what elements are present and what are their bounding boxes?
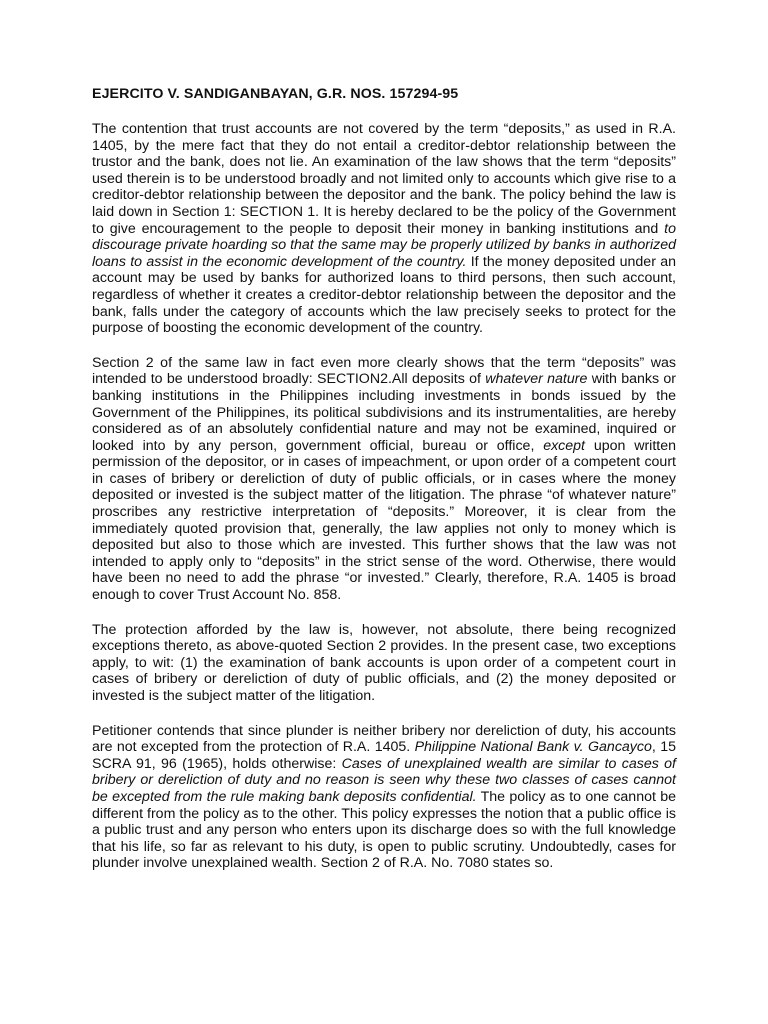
paragraph-4 [92, 723, 676, 872]
paragraph-2-segment-1: Section 2 of the same law in fact even more clearly shows that the term “deposits” was intended to be understood broadly: SECTION2.All deposits of [92, 354, 676, 388]
paragraph-4-segment-1: Petitioner contends that since plunder is neither bribery nor dereliction of duty, his accounts are not excepted from the protection of R.A. 1405. [92, 722, 676, 756]
paragraph-1 [92, 121, 676, 337]
paragraph-1-segment-2-italic: to discourage private hoarding so that the same may be properly utilized by banks in authorized loans to assist in the economic development of the country. [92, 220, 676, 270]
paragraph-1-segment-3: If the money deposited under an account may be used by banks for authorized loans to third persons, then such account, regardless of whether it creates a creditor-debtor relationship between the depositor and the bank, falls under the category of accounts which the law precisely seeks to protect for the purpose of boosting the economic development of the country. [92, 253, 676, 337]
paragraph-2-segment-5: upon written permission of the depositor, or in cases of impeachment, or upon order of a competent court in cases of bribery or dereliction of duty of public officials, or in cases where the money deposited or invested is the subject matter of the litigation. The phrase “of whatever nature” proscribes any restrictive interpretation of “deposits.” Moreover, it is clear from the immediately quoted provision that, generally, the law applies not only to money which is deposited but also to those which are invested. This further shows that the law was not intended to apply only to “deposits” in the strict sense of the word. Otherwise, there would have been no need to add the phrase “or invested.” Clearly, therefore, R.A. 1405 is broad enough to cover Trust Account No. 858. [92, 437, 676, 604]
paragraph-4-segment-4-italic: Cases of unexplained wealth are similar to cases of bribery or dereliction of duty and no reason is seen why these two classes of cases cannot be excepted from the rule making bank deposits confidential. [92, 755, 676, 805]
paragraph-3 [92, 622, 676, 705]
paragraph-3-segment-1: The protection afforded by the law is, however, not absolute, there being recognized exceptions thereto, as above-quoted Section 2 provides. In the present case, two exceptions apply, to wit: (1) the examination of bank accounts is upon order of a competent court in cases of bribery or dereliction of duty of public officials, and (2) the money deposited or invested is the subject matter of the litigation. [92, 621, 676, 704]
paragraph-2-segment-2-italic: whatever nature [485, 371, 588, 388]
paragraph-4-segment-2-italic: Philippine National Bank v. Gancayco [414, 739, 652, 756]
paragraph-4-segment-3: , 15 SCRA 91, 96 (1965), holds otherwise: [92, 739, 676, 772]
paragraph-2-segment-3: with banks or banking institutions in the Philippines including investments in bonds issued by the Government of the Philippines, its political subdivisions and its instrumentalities, are hereby considered as of an absolutely confidential nature and may not be examined, inquired or looked into by any person, government official, bureau or office, [92, 371, 677, 454]
document-title: EJERCITO V. SANDIGANBAYAN, G.R. NOS. 157294-95 [92, 86, 459, 102]
paragraph-1-segment-1: The contention that trust accounts are not covered by the term “deposits,” as used in R.A. 1405, by the mere fact that they do not entail a creditor-debtor relationship between the trustor and the bank, does not lie. An examination of the law shows that the term “deposits” used therein is to be understood broadly and not limited only to accounts which give rise to a creditor-debtor relationship between the depositor and the bank. The policy behind the law is laid down in Section 1: SECTION 1. It is hereby declared to be the policy of the Government to give encouragement to the people to deposit their money in banking institutions and [92, 121, 676, 237]
paragraph-2 [92, 355, 676, 604]
paragraph-2-segment-4-italic: except [543, 437, 586, 454]
paragraph-4-segment-5: The policy as to one cannot be different from the policy as to the other. This policy expresses the notion that a public office is a public trust and any person who enters upon its discharge does so with the full knowledge that his life, so far as relevant to his duty, is open to public scrutiny. Undoubtedly, cases for plunder involve unexplained wealth. Section 2 of R.A. No. 7080 states so. [92, 788, 676, 872]
